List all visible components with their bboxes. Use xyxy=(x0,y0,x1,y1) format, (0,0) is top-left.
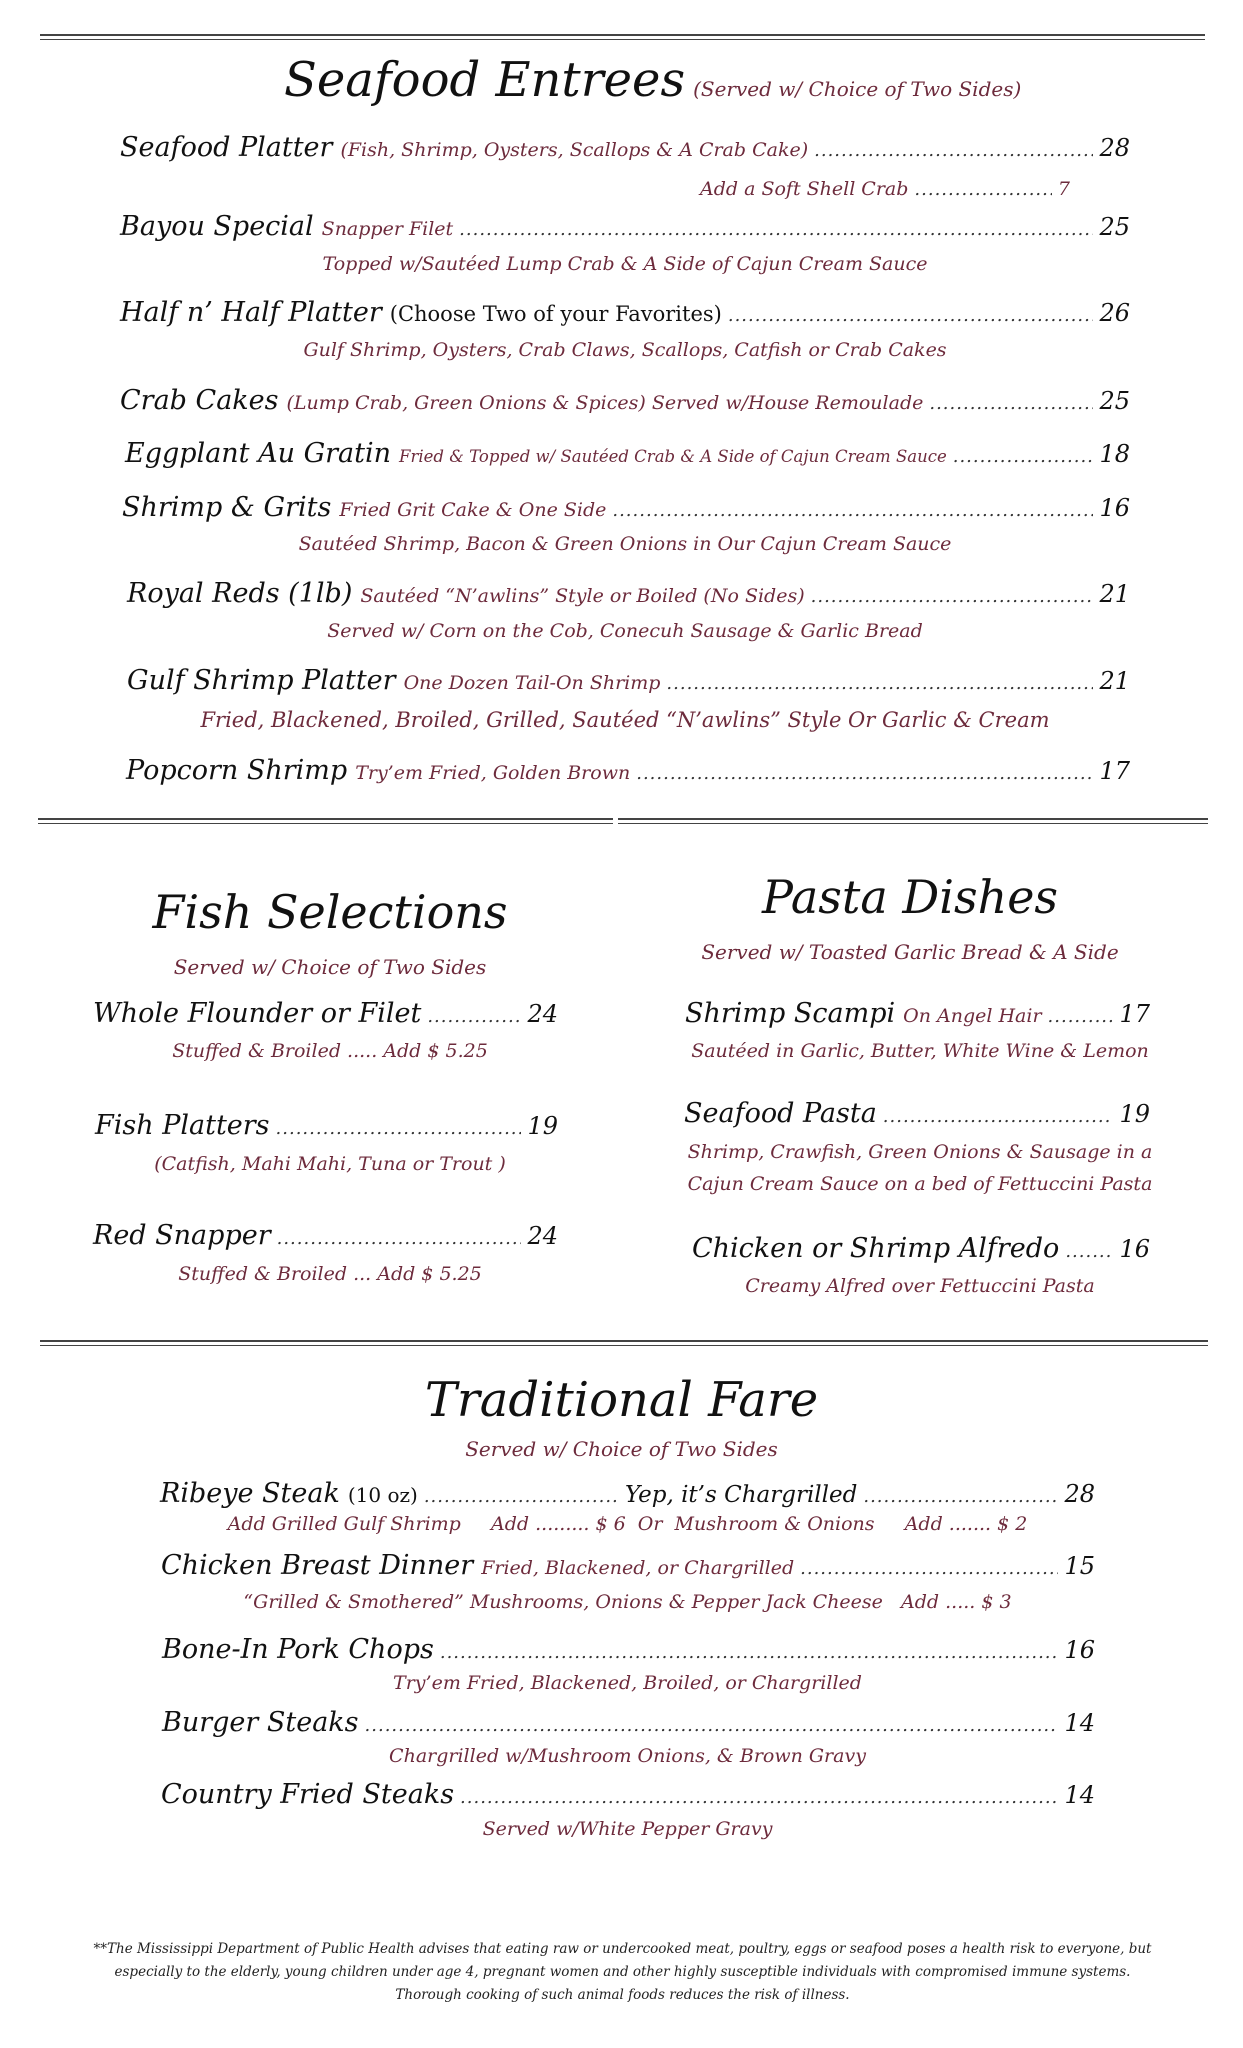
item-price: 16 xyxy=(1099,494,1130,522)
item-name: Fish Platters xyxy=(95,1110,270,1141)
section-divider-left xyxy=(38,818,613,824)
item-name: Seafood Pasta xyxy=(684,1098,877,1129)
dot-leader xyxy=(460,1787,1058,1808)
addon-price: 7 xyxy=(1057,178,1070,200)
dot-leader xyxy=(612,500,1093,521)
item-note-2: Cajun Cream Sauce on a bed of Fettuccini Pasta xyxy=(687,1173,1153,1195)
item-note: Chargrilled w/Mushroom Onions, & Brown Gravy xyxy=(389,1745,866,1767)
menu-item-seafood-pasta xyxy=(684,1098,1150,1129)
dot-leader xyxy=(814,140,1093,161)
addon-label: Add a Soft Shell Crab xyxy=(700,178,909,200)
item-desc: (Choose Two of your Favorites) xyxy=(389,302,722,326)
dot-leader xyxy=(811,586,1094,607)
item-price: 28 xyxy=(1064,1480,1095,1508)
item-price: 16 xyxy=(1119,1235,1150,1263)
menu-item-popcorn-shrimp xyxy=(126,755,1130,786)
item-price: 26 xyxy=(1099,299,1130,327)
dot-leader xyxy=(1065,1241,1113,1262)
item-price: 24 xyxy=(527,1222,558,1250)
top-divider xyxy=(40,34,1205,40)
item-note: Sautéed Shrimp, Bacon & Green Onions in Our Cajun Cream Sauce xyxy=(298,533,952,555)
item-price: 16 xyxy=(1064,1636,1095,1664)
item-name: Bayou Special xyxy=(120,211,314,242)
item-price: 18 xyxy=(1099,440,1130,468)
item-desc: Sautéed “N’awlins” Style or Boiled (No Sides) xyxy=(360,585,805,607)
item-desc: On Angel Hair xyxy=(903,1005,1042,1027)
item-name: Chicken Breast Dinner xyxy=(161,1550,474,1581)
item-note: Stuffed & Broiled ..... Add $ 5.25 xyxy=(172,1040,488,1062)
item-note: Gulf Shrimp, Oysters, Crab Claws, Scallops, Catfish or Crab Cakes xyxy=(303,339,947,361)
fish-subtitle: Served w/ Choice of Two Sides xyxy=(173,955,487,979)
item-name: Shrimp & Grits xyxy=(122,492,332,523)
item-note: Stuffed & Broiled ... Add $ 5.25 xyxy=(178,1263,482,1285)
dot-leader xyxy=(929,393,1093,414)
menu-item-shrimp-grits xyxy=(122,492,1130,523)
section-divider-lower xyxy=(40,1340,1208,1346)
item-price: 17 xyxy=(1119,1000,1150,1028)
seafood-title-text: Seafood Entrees xyxy=(284,52,686,108)
item-name: Popcorn Shrimp xyxy=(126,755,348,786)
dot-leader xyxy=(277,1228,522,1249)
dot-leader xyxy=(914,179,1051,200)
seafood-subtitle: (Served w/ Choice of Two Sides) xyxy=(693,77,1022,101)
menu-item-chicken-breast xyxy=(161,1550,1095,1581)
dot-leader xyxy=(666,673,1093,694)
item-note: Topped w/Sautéed Lump Crab & A Side of Cajun Cream Sauce xyxy=(322,253,928,275)
item-desc: One Dozen Tail-On Shrimp xyxy=(403,672,661,694)
item-desc: (Lump Crab, Green Onions & Spices) Served w/House Remoulade xyxy=(286,392,924,414)
item-note: Shrimp, Crawfish, Green Onions & Sausage in a xyxy=(687,1141,1153,1163)
item-note: Sautéed in Garlic, Butter, White Wine & Lemon xyxy=(691,1040,1149,1062)
dot-leader xyxy=(636,763,1093,784)
dot-leader xyxy=(365,1715,1059,1736)
item-price: 17 xyxy=(1099,757,1130,785)
dot-leader xyxy=(863,1486,1058,1507)
item-price: 14 xyxy=(1064,1781,1095,1809)
item-name: Seafood Platter xyxy=(120,132,333,163)
traditional-title: Traditional Fare xyxy=(424,1372,819,1428)
item-price: 24 xyxy=(527,1000,558,1028)
menu-item-half-n-half xyxy=(120,297,1130,328)
dot-leader xyxy=(427,1006,521,1027)
item-desc: (10 oz) xyxy=(347,1483,418,1507)
item-name: Crab Cakes xyxy=(120,385,279,416)
item-price: 14 xyxy=(1064,1709,1095,1737)
item-name: Royal Reds (1lb) xyxy=(127,578,353,609)
advisory-line-3: Thorough cooking of such animal foods reduces the risk of illness. xyxy=(395,1987,850,2003)
menu-item-red-snapper xyxy=(93,1220,558,1251)
menu-item-ribeye xyxy=(160,1478,1095,1509)
item-price: 15 xyxy=(1064,1552,1095,1580)
item-note: Fried, Blackened, Broiled, Grilled, Sautéed “N’awlins” Style Or Garlic & Cream xyxy=(200,708,1050,732)
item-name: Whole Flounder or Filet xyxy=(93,998,422,1029)
menu-item-fish-platters xyxy=(95,1110,558,1141)
item-name: Burger Steaks xyxy=(162,1707,359,1738)
menu-item-seafood-platter xyxy=(120,132,1130,163)
item-name: Half n’ Half Platter xyxy=(120,297,382,328)
dot-leader xyxy=(800,1558,1058,1579)
dot-leader xyxy=(953,446,1094,467)
menu-item-alfredo xyxy=(692,1233,1150,1264)
menu-item-bayou-special xyxy=(120,211,1130,242)
dot-leader xyxy=(1048,1006,1114,1027)
item-name: Country Fried Steaks xyxy=(161,1779,455,1810)
addon-soft-shell-crab xyxy=(700,178,1070,200)
health-advisory xyxy=(90,1938,1155,2007)
item-price: 19 xyxy=(1119,1100,1150,1128)
item-desc: Fried Grit Cake & One Side xyxy=(339,499,607,521)
item-name: Gulf Shrimp Platter xyxy=(127,665,396,696)
advisory-line-1: **The Mississippi Department of Public Health advises that eating raw or undercooked meat, poultry, eggs or seafood poses a health risk to everyone, but xyxy=(93,1941,1152,1957)
dot-leader xyxy=(424,1486,619,1507)
item-note: (Catfish, Mahi Mahi, Tuna or Trout ) xyxy=(154,1153,506,1175)
item-note: Creamy Alfred over Fettuccini Pasta xyxy=(745,1275,1095,1297)
dot-leader xyxy=(728,305,1094,326)
item-mid: Yep, it’s Chargrilled xyxy=(624,1482,858,1508)
menu-item-country-fried-steaks xyxy=(161,1779,1095,1810)
menu-item-royal-reds xyxy=(127,578,1130,609)
item-name: Red Snapper xyxy=(93,1220,271,1251)
section-divider-right xyxy=(618,818,1208,824)
menu-item-gulf-shrimp-platter xyxy=(127,665,1130,696)
item-desc: (Fish, Shrimp, Oysters, Scallops & A Crab Cake) xyxy=(340,139,809,161)
item-name: Eggplant Au Gratin xyxy=(125,438,392,469)
menu-item-crab-cakes xyxy=(120,385,1130,416)
item-price: 25 xyxy=(1099,387,1130,415)
item-name: Ribeye Steak xyxy=(160,1478,340,1509)
item-desc: Snapper Filet xyxy=(321,218,454,240)
item-name: Shrimp Scampi xyxy=(685,998,896,1029)
seafood-title xyxy=(284,52,1021,108)
item-desc: Fried, Blackened, or Chargrilled xyxy=(481,1557,795,1579)
item-price: 21 xyxy=(1099,580,1130,608)
item-price: 28 xyxy=(1099,134,1130,162)
pasta-subtitle: Served w/ Toasted Garlic Bread & A Side xyxy=(701,940,1119,964)
item-name: Bone-In Pork Chops xyxy=(162,1634,434,1665)
dot-leader xyxy=(276,1118,522,1139)
item-note: “Grilled & Smothered” Mushrooms, Onions & Pepper Jack Cheese Add ..... $ 3 xyxy=(243,1591,1012,1613)
dot-leader xyxy=(440,1642,1059,1663)
dot-leader xyxy=(459,219,1093,240)
dot-leader xyxy=(883,1106,1114,1127)
item-desc: Try’em Fried, Golden Brown xyxy=(355,762,631,784)
fish-title: Fish Selections xyxy=(152,885,508,939)
item-name: Chicken or Shrimp Alfredo xyxy=(692,1233,1060,1264)
item-price: 21 xyxy=(1099,667,1130,695)
menu-item-pork-chops xyxy=(162,1634,1095,1665)
menu-item-eggplant xyxy=(125,438,1130,469)
item-note: Add Grilled Gulf Shrimp Add ......... $ 6 Or Mushroom & Onions Add ....... $ 2 xyxy=(227,1513,1028,1535)
menu-item-flounder xyxy=(93,998,558,1029)
menu-item-burger-steaks xyxy=(162,1707,1095,1738)
item-desc: Fried & Topped w/ Sautéed Crab & A Side of Cajun Cream Sauce xyxy=(399,447,947,466)
item-note: Served w/ Corn on the Cob, Conecuh Sausage & Garlic Bread xyxy=(327,620,923,642)
item-note: Served w/White Pepper Gravy xyxy=(482,1818,773,1840)
item-price: 25 xyxy=(1099,213,1130,241)
traditional-subtitle: Served w/ Choice of Two Sides xyxy=(465,1437,778,1461)
menu-item-shrimp-scampi xyxy=(685,998,1150,1029)
item-note: Try’em Fried, Blackened, Broiled, or Chargrilled xyxy=(393,1672,862,1694)
advisory-line-2: especially to the elderly, young children under age 4, pregnant women and other highly susceptible individuals with compromised immune systems. xyxy=(114,1964,1131,1980)
item-price: 19 xyxy=(527,1112,558,1140)
pasta-title: Pasta Dishes xyxy=(761,870,1059,924)
